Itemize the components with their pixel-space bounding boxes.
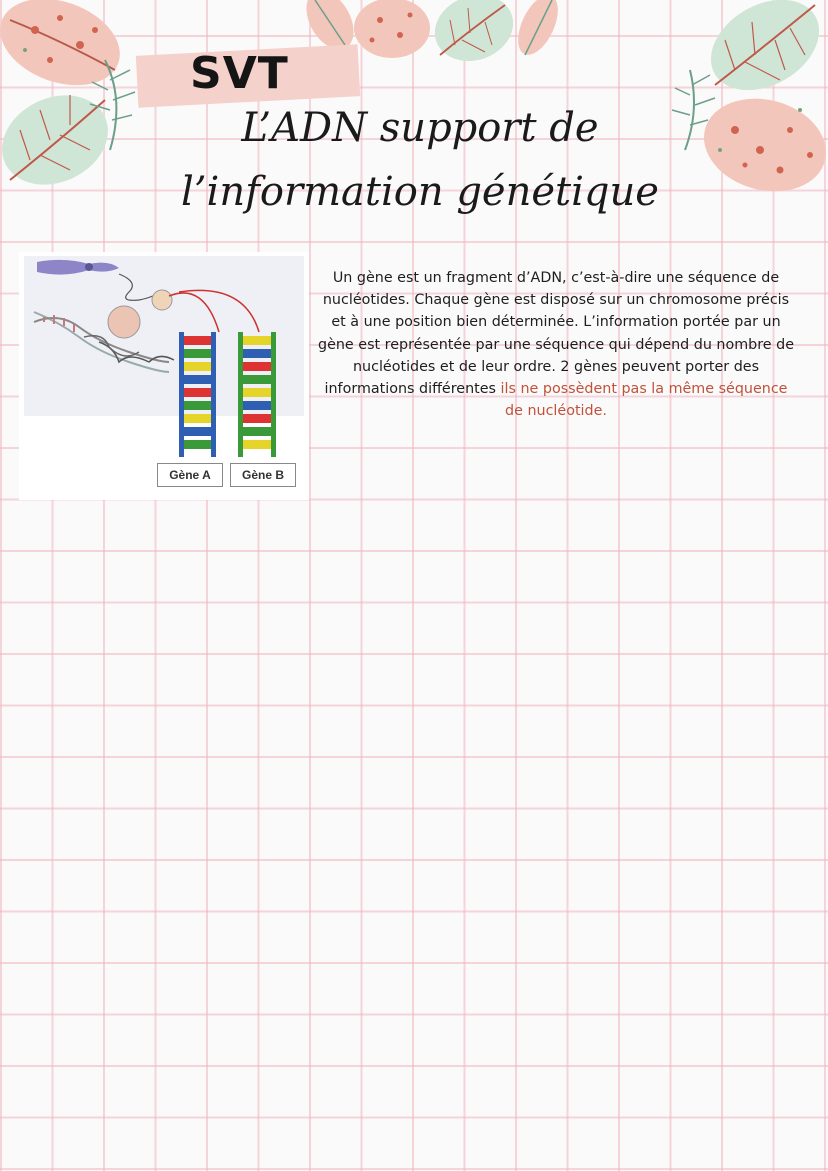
arrow-icon <box>169 293 219 332</box>
gene-b-label: Gène B <box>230 463 296 487</box>
leaf-decoration-left-green <box>0 60 135 201</box>
page-title-line-2: l’information génétique <box>181 169 659 215</box>
leaf-decoration-top-right <box>672 0 828 150</box>
double-helix-icon <box>34 312 174 372</box>
definition-paragraph <box>318 267 794 422</box>
arrow-icon <box>179 290 259 332</box>
gene-b-ladder <box>238 332 276 457</box>
gene-a-ladder <box>179 332 216 457</box>
paragraph-highlight-text: ils ne possèdent pas la même séquence de nucléotide. <box>496 381 788 420</box>
chromosome-icon <box>37 260 159 300</box>
leaf-decoration-top-left <box>0 0 132 101</box>
dna-illustration <box>19 252 309 492</box>
gene-a-label: Gène A <box>157 463 223 487</box>
subject-badge: SVT <box>190 48 289 99</box>
nucleosome-icon <box>152 290 172 310</box>
dna-gene-figure <box>19 252 309 500</box>
paragraph-main-text: Un gène est un fragment d’ADN, c’est-à-dire une séquence de nucléotides. Chaque gène est disposé sur un chromosome précis et à une position bien déterminée. L’information portée par un gène est représentée par une séquence qui dépend du nombre de nucléotides et de leur ordre. 2 gènes peuvent porter des informations différentes <box>318 270 795 398</box>
zoom-circle-icon <box>108 306 140 338</box>
page-title-line-1: L’ADN support de <box>241 105 599 151</box>
leaf-decoration-right-pink <box>693 85 828 204</box>
